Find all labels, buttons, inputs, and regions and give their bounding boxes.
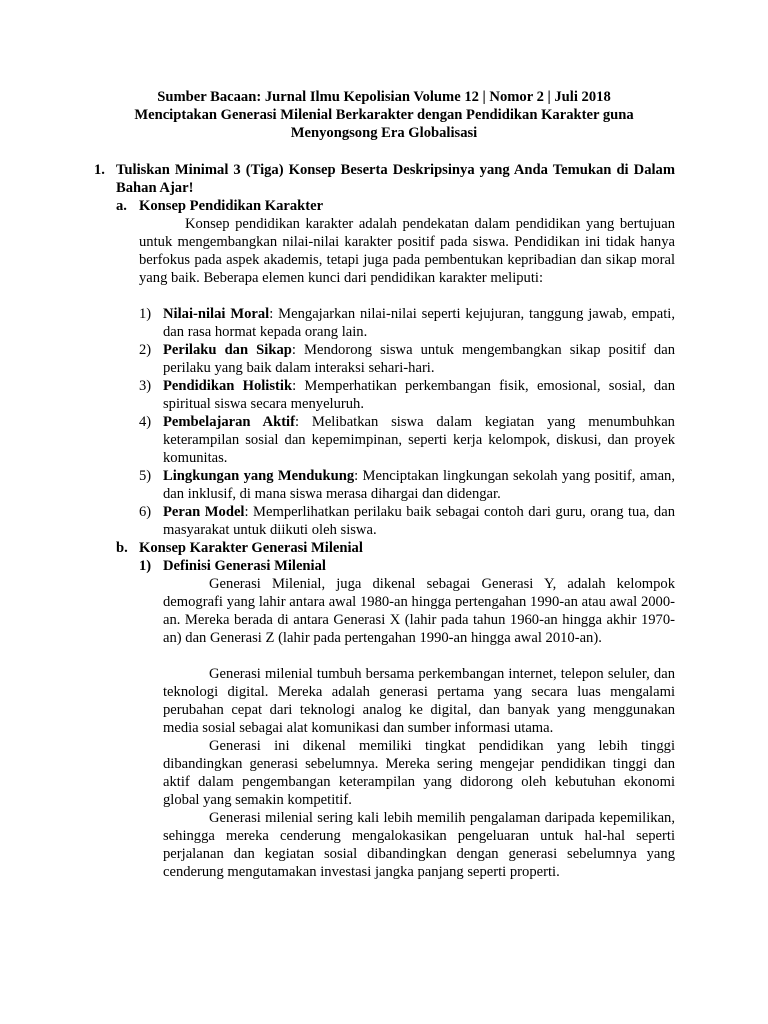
list-item-number: 1): [139, 306, 152, 322]
section-b-title: Konsep Karakter Generasi Milenial: [139, 540, 363, 556]
list-item: [163, 305, 675, 341]
list-item-number: 4): [139, 414, 152, 430]
list-item-desc: : Mendorong siswa untuk mengembangkan sikap positif dan perilaku yang baik dalam interaksi sehari-hari.: [163, 342, 675, 376]
list-item-term: Peran Model: [163, 504, 245, 520]
section-a-title: Konsep Pendidikan Karakter: [139, 198, 324, 214]
section-b-marker: b.: [116, 540, 128, 556]
article-title-line2: Menyongsong Era Globalisasi: [290, 125, 478, 141]
question-text: Tuliskan Minimal 3 (Tiga) Konsep Beserta Deskripsinya yang Anda Temukan di Dalam Bahan Ajar!: [116, 162, 675, 196]
article-title-line1: Menciptakan Generasi Milenial Berkarakter dengan Pendidikan Karakter guna: [134, 107, 634, 123]
list-item-term: Perilaku dan Sikap: [163, 342, 292, 358]
source-heading: Sumber Bacaan: Jurnal Ilmu Kepolisian Volume 12 | Nomor 2 | Juli 2018: [157, 89, 611, 105]
paragraph: Generasi ini dikenal memiliki tingkat pendidikan yang lebih tinggi dibandingkan generasi sebelumnya. Mereka sering mengejar pendidikan tinggi dan aktif dalam pengembangan keterampilan yang didorong oleh kebutuhan ekonomi global yang semakin kompetitif.: [163, 738, 675, 808]
section-a-marker: a.: [116, 198, 127, 214]
list-item-term: Lingkungan yang Mendukung: [163, 468, 355, 484]
list-item: [163, 341, 675, 377]
question-number: 1.: [94, 162, 105, 178]
list-item-desc: : Mengajarkan nilai-nilai seperti kejujuran, tanggung jawab, empati, dan rasa hormat kepada orang lain.: [163, 306, 675, 340]
list-item-desc: : Melibatkan siswa dalam kegiatan yang menumbuhkan keterampilan sosial dan kepemimpinan, seperti kerja kelompok, diskusi, dan proyek komunitas.: [163, 414, 675, 466]
list-item: [163, 503, 675, 539]
paragraph: Generasi milenial sering kali lebih memilih pengalaman daripada kepemilikan, sehingga mereka cenderung mengalokasikan pengeluaran untuk hal-hal seperti perjalanan dan kegiatan sosial dibandingkan dengan generasi sebelumnya yang cenderung mengutamakan investasi jangka panjang seperti properti.: [163, 810, 675, 880]
list-item: [163, 467, 675, 503]
list-item-number: 5): [139, 468, 152, 484]
list-item-term: Pembelajaran Aktif: [163, 414, 295, 430]
paragraph: Generasi Milenial, juga dikenal sebagai Generasi Y, adalah kelompok demografi yang lahir antara awal 1980-an hingga pertengahan 1990-an atau awal 2000-an. Mereka berada di antara Generasi X (lahir pada tahun 1960-an hingga akhir 1970-an) dan Generasi Z (lahir pada pertengahan 1990-an hingga awal 2010-an).: [163, 576, 675, 646]
list-item: [163, 413, 675, 467]
list-item-term: Nilai-nilai Moral: [163, 306, 270, 322]
list-item: [163, 377, 675, 413]
section-a-intro: Konsep pendidikan karakter adalah pendekatan dalam pendidikan yang bertujuan untuk mengembangkan nilai-nilai karakter positif pada siswa. Pendidikan ini tidak hanya berfokus pada aspek akademis, tetapi juga pada pembentukan kepribadian dan sikap moral yang baik. Beberapa elemen kunci dari pendidikan karakter meliputi:: [139, 216, 675, 286]
list-item-desc: : Memperhatikan perkembangan fisik, emosional, sosial, dan spiritual siswa secara menyeluruh.: [163, 378, 675, 412]
subsection-number: 1): [139, 558, 152, 574]
paragraph: Generasi milenial tumbuh bersama perkembangan internet, telepon seluler, dan teknologi digital. Mereka adalah generasi pertama yang secara luas mengalami perubahan cepat dari teknologi analog ke digital, dan banyak yang menggunakan media sosial sebagai alat komunikasi dan sumber informasi utama.: [163, 666, 675, 736]
list-item-term: Pendidikan Holistik: [163, 378, 293, 394]
list-item-number: 2): [139, 342, 152, 358]
list-item-desc: : Memperlihatkan perilaku baik sebagai contoh dari guru, orang tua, dan masyarakat untuk diikuti oleh siswa.: [163, 504, 675, 538]
subsection-title: Definisi Generasi Milenial: [163, 558, 326, 574]
list-item-desc: : Menciptakan lingkungan sekolah yang positif, aman, dan inklusif, di mana siswa merasa dihargai dan didengar.: [163, 468, 675, 502]
list-item-number: 3): [139, 378, 152, 394]
list-item-number: 6): [139, 504, 152, 520]
